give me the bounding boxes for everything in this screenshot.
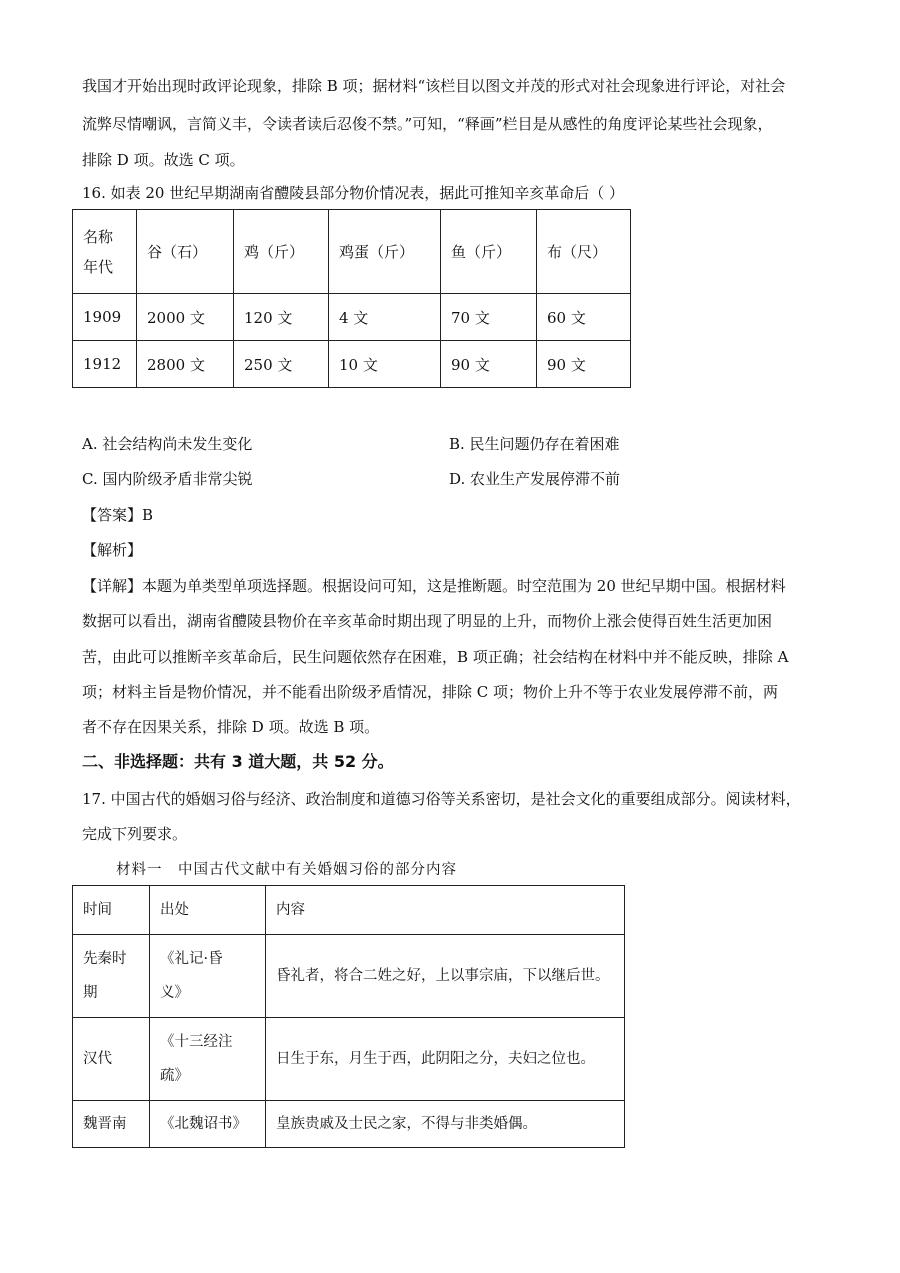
- section-title: 二、非选择题：共有 3 道大题，共 52 分。: [82, 752, 394, 771]
- column-header: 鸡（斤）: [234, 210, 329, 294]
- column-header: 鸡蛋（斤）: [329, 210, 441, 294]
- price-cell: 4 文: [329, 294, 441, 341]
- price-cell: 2000 文: [137, 294, 234, 341]
- table-row: [73, 935, 625, 1018]
- column-header: 出处: [150, 886, 266, 935]
- year-cell: 1909: [73, 294, 137, 341]
- material-title: 材料一 中国古代文献中有关婚姻习俗的部分内容: [116, 862, 457, 878]
- content-cell: 日生于东，月生于西，此阴阳之分，夫妇之位也。: [266, 1018, 625, 1101]
- content-cell: 皇族贵戚及士民之家，不得与非类婚偶。: [266, 1101, 625, 1148]
- detail-line: 【详解】本题为单类型单项选择题。根据设问可知，这是推断题。时空范围为 20 世纪早期中国。根据材料: [82, 577, 786, 595]
- intro-line: 排除 D 项。故选 C 项。: [82, 151, 245, 169]
- source-cell: [150, 935, 266, 1018]
- intro-line: 流弊尽情嘲讽，言简义丰，令读者读后忍俊不禁。”可知，“释画”栏目是从感性的角度评论某些社会现象，: [82, 115, 773, 133]
- price-cell: 250 文: [234, 341, 329, 388]
- detail-line: 苦，由此可以推断辛亥革命后，民生问题依然存在困难，B 项正确；社会结构在材料中并不能反映，排除 A: [82, 648, 789, 666]
- content-cell: 昏礼者，将合二姓之好，上以事宗庙，下以继后世。: [266, 935, 625, 1018]
- time-cell: [73, 935, 150, 1018]
- time-text: 先秦时: [83, 951, 127, 967]
- year-cell: 1912: [73, 341, 137, 388]
- column-header: 内容: [266, 886, 625, 935]
- q17-stem-line: 17. 中国古代的婚姻习俗与经济、政治制度和道德习俗等关系密切，是社会文化的重要组成部分。阅读材料，: [82, 790, 801, 808]
- source-text: 《礼记·昏: [160, 951, 223, 967]
- price-cell: 70 文: [441, 294, 537, 341]
- option-d: D. 农业生产发展停滞不前: [449, 470, 621, 488]
- column-header: 谷（石）: [137, 210, 234, 294]
- corner-cell: [73, 210, 137, 294]
- table-row: [73, 1018, 625, 1101]
- column-header: 鱼（斤）: [441, 210, 537, 294]
- detail-line: 者不存在因果关系，排除 D 项。故选 B 项。: [82, 718, 380, 736]
- time-text: 期: [83, 985, 98, 1001]
- intro-line: 我国才开始出现时政评论现象，排除 B 项；据材料“该栏目以图文并茂的形式对社会现象进行评论，对社会: [82, 77, 786, 95]
- column-header: 时间: [73, 886, 150, 935]
- detail-line: 项；材料主旨是物价情况，并不能看出阶级矛盾情况，排除 C 项；物价上升不等于农业发展停滞不前，两: [82, 683, 779, 701]
- price-cell: 60 文: [537, 294, 631, 341]
- table-row: [73, 341, 631, 388]
- option-b: B. 民生问题仍存在着困难: [449, 435, 620, 453]
- price-cell: 2800 文: [137, 341, 234, 388]
- column-header: 布（尺）: [537, 210, 631, 294]
- price-cell: 10 文: [329, 341, 441, 388]
- table-header-row: [73, 886, 625, 935]
- time-cell: 魏晋南: [73, 1101, 150, 1148]
- q16-stem: 16. 如表 20 世纪早期湖南省醴陵县部分物价情况表，据此可推知辛亥革命后（ ）: [82, 184, 625, 202]
- time-cell: 汉代: [73, 1018, 150, 1101]
- detail-line: 数据可以看出，湖南省醴陵县物价在辛亥革命时期出现了明显的上升，而物价上涨会使得百姓生活更加困: [82, 612, 773, 630]
- q17-stem-line: 完成下列要求。: [82, 825, 188, 843]
- price-table: [72, 209, 631, 388]
- source-cell: [150, 1018, 266, 1101]
- source-cell: 《北魏诏书》: [150, 1101, 266, 1148]
- price-cell: 90 文: [537, 341, 631, 388]
- source-text: 《十三经注: [160, 1034, 233, 1050]
- table-row: [73, 294, 631, 341]
- price-cell: 120 文: [234, 294, 329, 341]
- source-text: 义》: [160, 985, 189, 1001]
- marriage-customs-table: [72, 885, 625, 1148]
- analysis-label: 【解析】: [82, 541, 143, 559]
- answer-label: 【答案】B: [82, 506, 154, 524]
- corner-bottom-label: 年代: [83, 257, 114, 276]
- price-cell: 90 文: [441, 341, 537, 388]
- corner-top-label: 名称: [83, 227, 114, 246]
- table-row: [73, 1101, 625, 1148]
- source-text: 疏》: [160, 1068, 189, 1084]
- option-a: A. 社会结构尚未发生变化: [82, 435, 253, 453]
- price-table-header-row: [73, 210, 631, 294]
- option-c: C. 国内阶级矛盾非常尖锐: [82, 470, 253, 488]
